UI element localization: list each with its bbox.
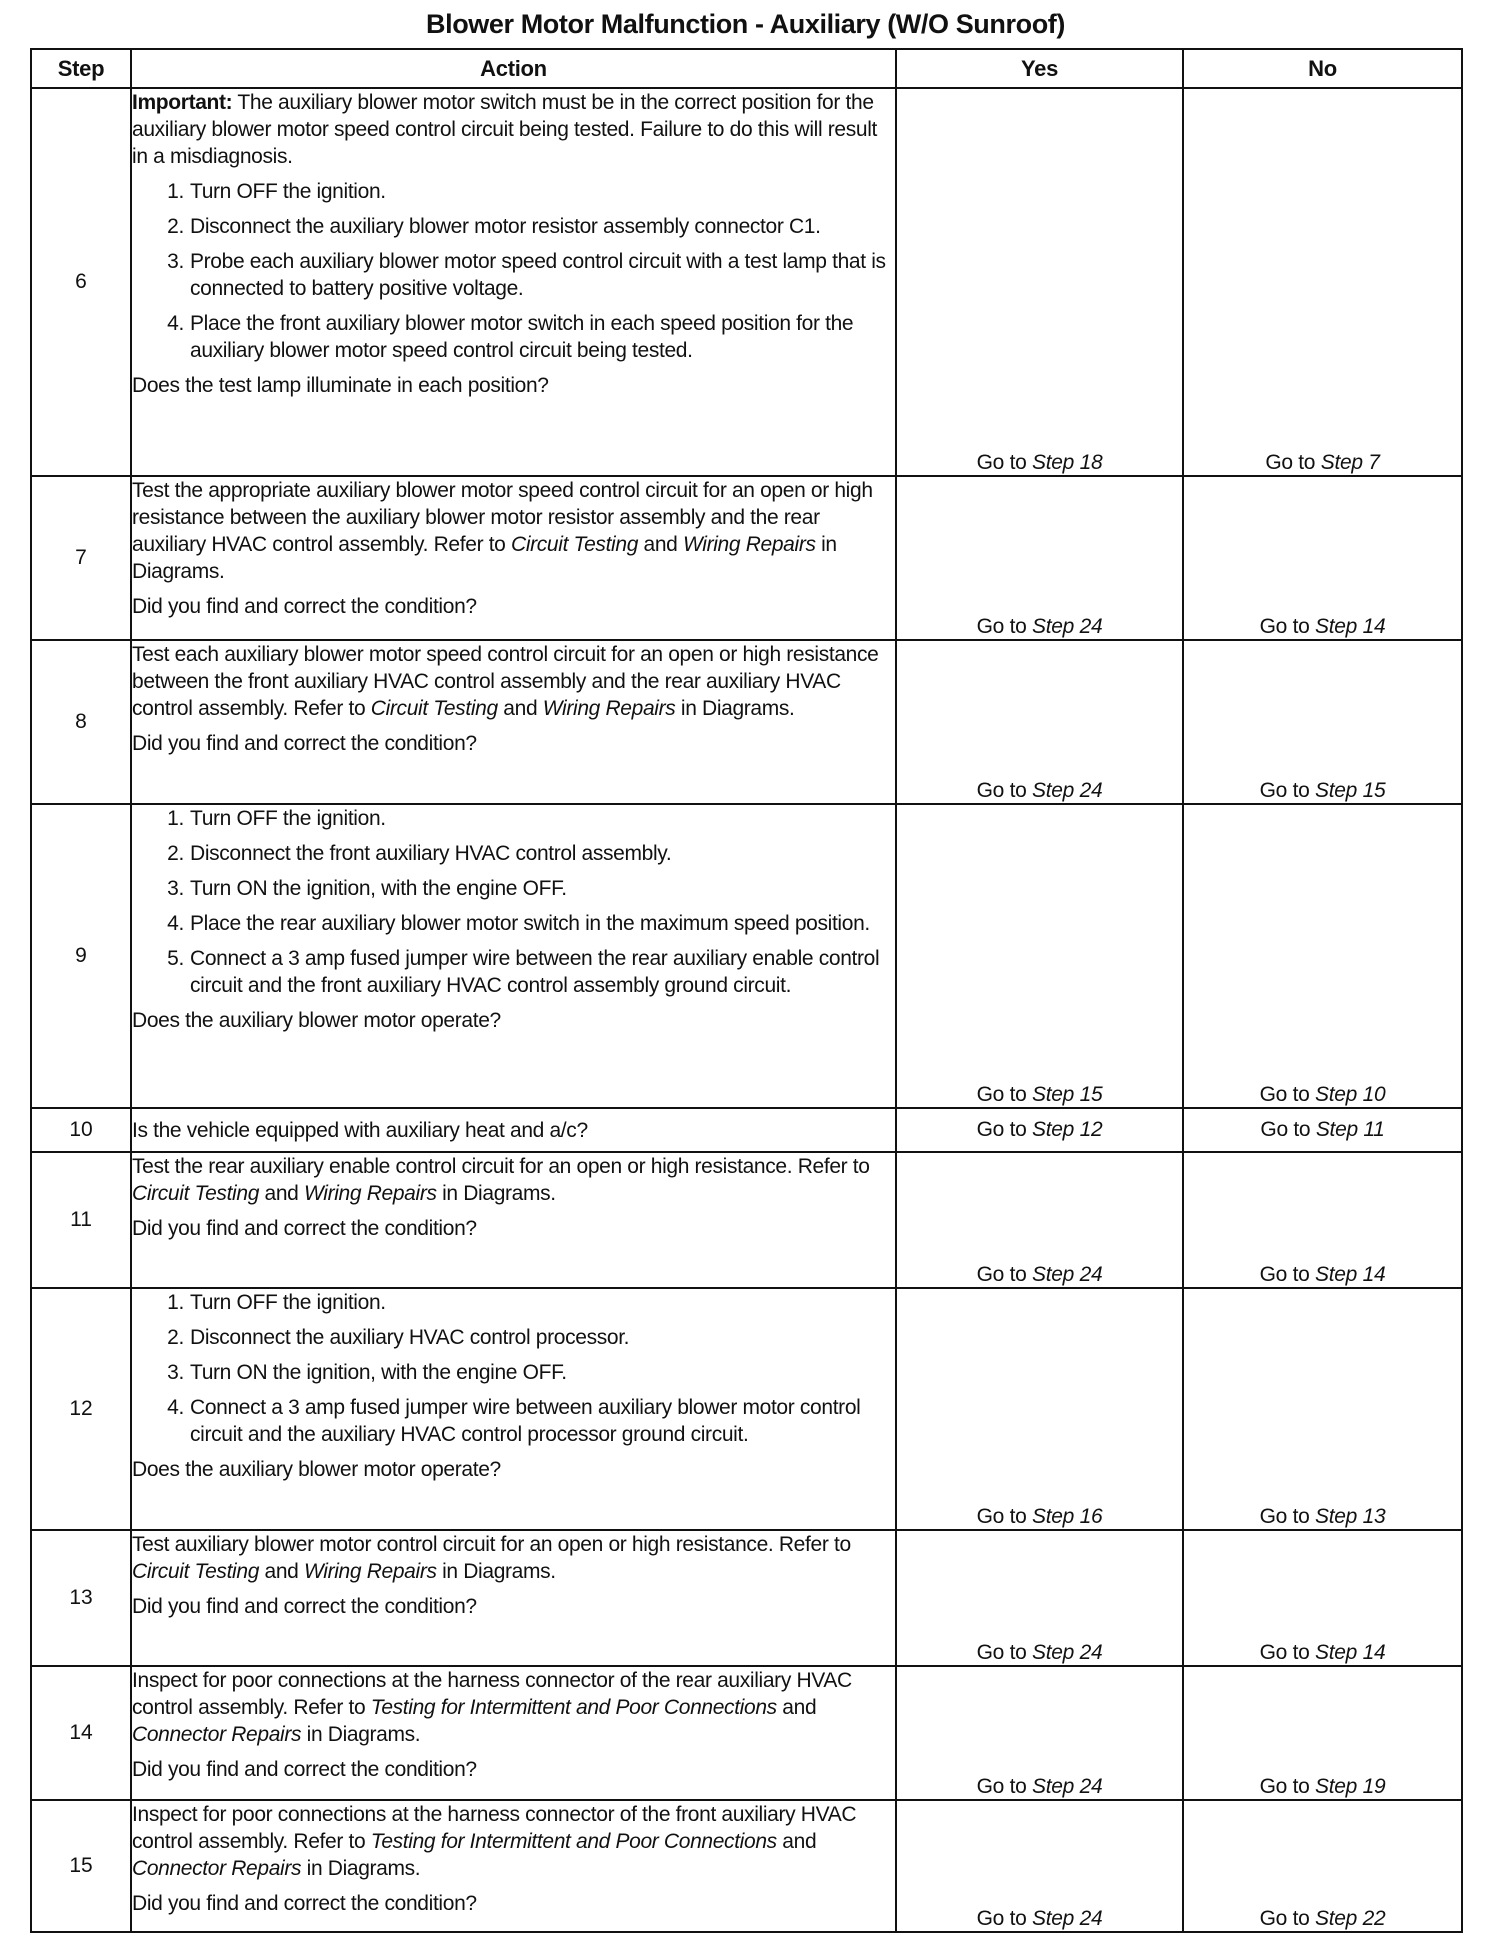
action-text: and <box>776 1696 817 1719</box>
no-goto-cell[interactable] <box>1183 1152 1462 1288</box>
step-index: 2. <box>167 215 184 238</box>
no-goto-cell[interactable] <box>1183 88 1462 476</box>
action-description <box>132 641 895 722</box>
table-header-row <box>31 49 1462 88</box>
action-description <box>132 1801 895 1882</box>
no-goto-cell[interactable] <box>1183 1108 1462 1152</box>
goto-prefix: Go to <box>976 1641 1033 1664</box>
step-index: 3. <box>167 250 184 273</box>
action-text: in Diagrams. <box>436 1560 556 1583</box>
action-description <box>132 1531 895 1585</box>
goto-prefix: Go to <box>976 1083 1033 1106</box>
table-row <box>31 1666 1462 1800</box>
diagnostic-question: Does the test lamp illuminate in each position? <box>132 374 549 397</box>
action-text: in Diagrams. <box>301 1857 421 1880</box>
action-cell <box>131 804 896 1108</box>
diagnostic-question: Did you find and correct the condition? <box>132 595 477 618</box>
procedure-step <box>156 875 895 902</box>
action-text: in Diagrams. <box>436 1182 556 1205</box>
action-description <box>132 89 895 170</box>
goto-prefix: Go to <box>976 1263 1033 1286</box>
procedure-steps <box>132 1289 895 1448</box>
reference-title: Connector Repairs <box>132 1723 302 1746</box>
action-text: Inspect for poor connections at the harness connector of the rear auxiliary HVAC control assembly. Refer to <box>132 1669 852 1719</box>
step-number: 15 <box>31 1800 131 1932</box>
yes-goto-cell[interactable] <box>896 1288 1183 1530</box>
diagnostic-table <box>30 48 1463 1933</box>
goto-prefix: Go to <box>1259 1083 1316 1106</box>
step-text: Turn OFF the ignition. <box>190 807 386 830</box>
procedure-step <box>156 945 895 999</box>
goto-prefix: Go to <box>1259 1907 1316 1930</box>
action-cell <box>131 1288 896 1530</box>
no-goto-cell[interactable] <box>1183 640 1462 804</box>
goto-step-link[interactable]: Step 12 <box>1032 1118 1103 1141</box>
step-number: 6 <box>31 88 131 476</box>
action-cell <box>131 1152 896 1288</box>
diagnostic-question: Is the vehicle equipped with auxiliary heat and a/c? <box>132 1118 588 1142</box>
no-goto-cell[interactable] <box>1183 1288 1462 1530</box>
yes-goto-cell[interactable] <box>896 640 1183 804</box>
action-cell <box>131 1666 896 1800</box>
table-row <box>31 804 1462 1108</box>
goto-prefix: Go to <box>1260 1118 1316 1141</box>
goto-step-link[interactable]: Step 16 <box>1032 1505 1103 1528</box>
goto-step-link[interactable]: Step 13 <box>1315 1505 1386 1528</box>
table-row <box>31 1108 1462 1152</box>
reference-title: Testing for Intermittent and Poor Connections <box>370 1696 777 1719</box>
yes-goto-cell[interactable] <box>896 1530 1183 1666</box>
reference-title: Connector Repairs <box>132 1857 302 1880</box>
action-text: in Diagrams. <box>301 1723 421 1746</box>
goto-prefix: Go to <box>976 1505 1033 1528</box>
table-row <box>31 88 1462 476</box>
table-row <box>31 640 1462 804</box>
procedure-step <box>156 1359 895 1386</box>
goto-step-link[interactable]: Step 24 <box>1032 779 1103 802</box>
action-text: and <box>497 697 543 720</box>
action-text: and <box>259 1182 304 1205</box>
table-row <box>31 1800 1462 1932</box>
step-index: 4. <box>167 912 184 935</box>
action-text: in Diagrams. <box>132 533 837 583</box>
diagnostic-question: Did you find and correct the condition? <box>132 1217 477 1240</box>
reference-title: Circuit Testing <box>132 1560 260 1583</box>
action-description <box>132 477 895 585</box>
goto-step-link[interactable]: Step 24 <box>1032 615 1103 638</box>
goto-prefix: Go to <box>1265 451 1321 474</box>
diagnostic-question: Did you find and correct the condition? <box>132 1892 477 1915</box>
diagnostic-question: Does the auxiliary blower motor operate? <box>132 1458 501 1481</box>
reference-title: Wiring Repairs <box>542 697 676 720</box>
goto-step-link[interactable]: Step 14 <box>1315 1641 1386 1664</box>
goto-prefix: Go to <box>1259 1775 1316 1798</box>
action-cell <box>131 88 896 476</box>
no-goto-cell[interactable] <box>1183 476 1462 640</box>
step-index: 4. <box>167 1396 184 1419</box>
goto-prefix: Go to <box>1259 779 1316 802</box>
reference-title: Circuit Testing <box>511 533 639 556</box>
step-number: 12 <box>31 1288 131 1530</box>
diagnostic-question: Did you find and correct the condition? <box>132 1758 477 1781</box>
yes-goto-cell[interactable] <box>896 1666 1183 1800</box>
step-text: Connect a 3 amp fused jumper wire between auxiliary blower motor control circuit and the auxiliary HVAC control processor ground circuit. <box>190 1396 861 1446</box>
no-goto-cell[interactable] <box>1183 1666 1462 1800</box>
goto-step-link[interactable]: Step 11 <box>1315 1118 1385 1141</box>
step-text: Connect a 3 amp fused jumper wire between the rear auxiliary enable control circuit and the front auxiliary HVAC control assembly ground circuit. <box>190 947 880 997</box>
action-text: The auxiliary blower motor switch must be in the correct position for the auxiliary blower motor speed control circuit being tested. Failure to do this will result in a misdiagnosis. <box>132 91 878 168</box>
step-number: 13 <box>31 1530 131 1666</box>
step-index: 3. <box>167 1361 184 1384</box>
procedure-step <box>156 248 895 302</box>
goto-step-link[interactable]: Step 24 <box>1032 1641 1103 1664</box>
yes-goto-cell[interactable] <box>896 476 1183 640</box>
goto-step-link[interactable]: Step 7 <box>1320 451 1380 474</box>
yes-goto-cell[interactable] <box>896 1152 1183 1288</box>
action-text: and <box>259 1560 304 1583</box>
goto-prefix: Go to <box>976 1907 1033 1930</box>
step-number: 7 <box>31 476 131 640</box>
goto-prefix: Go to <box>976 779 1033 802</box>
procedure-step <box>156 805 895 832</box>
table-row <box>31 476 1462 640</box>
goto-prefix: Go to <box>1259 1641 1316 1664</box>
reference-title: Circuit Testing <box>370 697 498 720</box>
column-header-no: No <box>1183 49 1462 88</box>
action-text: in Diagrams. <box>675 697 795 720</box>
procedure-steps <box>132 805 895 999</box>
procedure-step <box>156 1289 895 1316</box>
action-cell <box>131 1108 896 1152</box>
important-label: Important: <box>132 91 233 114</box>
step-index: 1. <box>167 1291 184 1314</box>
action-description <box>132 1153 895 1207</box>
goto-step-link[interactable]: Step 24 <box>1032 1263 1103 1286</box>
step-text: Disconnect the front auxiliary HVAC control assembly. <box>190 842 672 865</box>
reference-title: Testing for Intermittent and Poor Connections <box>370 1830 777 1853</box>
action-text: Test the rear auxiliary enable control circuit for an open or high resistance. Refer to <box>132 1155 870 1178</box>
goto-prefix: Go to <box>976 451 1033 474</box>
yes-goto-cell[interactable] <box>896 804 1183 1108</box>
diagnostic-question: Did you find and correct the condition? <box>132 732 477 755</box>
procedure-step <box>156 910 895 937</box>
action-cell <box>131 1800 896 1932</box>
goto-step-link[interactable]: Step 14 <box>1315 1263 1386 1286</box>
no-goto-cell[interactable] <box>1183 1800 1462 1932</box>
step-text: Disconnect the auxiliary blower motor resistor assembly connector C1. <box>190 215 821 238</box>
yes-goto-cell[interactable] <box>896 88 1183 476</box>
step-index: 3. <box>167 877 184 900</box>
procedure-step <box>156 213 895 240</box>
procedure-step <box>156 310 895 364</box>
step-number: 14 <box>31 1666 131 1800</box>
column-header-yes: Yes <box>896 49 1183 88</box>
step-number: 11 <box>31 1152 131 1288</box>
column-header-step: Step <box>31 49 131 88</box>
action-text: Inspect for poor connections at the harness connector of the front auxiliary HVAC control assembly. Refer to <box>132 1803 857 1853</box>
action-cell <box>131 640 896 804</box>
goto-step-link[interactable]: Step 18 <box>1032 451 1103 474</box>
page-title: Blower Motor Malfunction - Auxiliary (W/O Sunroof) <box>426 9 1065 39</box>
table-row <box>31 1152 1462 1288</box>
step-text: Turn OFF the ignition. <box>190 1291 386 1314</box>
step-index: 2. <box>167 842 184 865</box>
procedure-step <box>156 1394 895 1448</box>
goto-step-link[interactable]: Step 15 <box>1032 1083 1103 1106</box>
column-header-action: Action <box>131 49 896 88</box>
step-text: Turn OFF the ignition. <box>190 180 386 203</box>
action-text: Test the appropriate auxiliary blower motor speed control circuit for an open or high resistance between the auxiliary blower motor resistor assembly and the rear auxiliary HVAC control assembly. Refer to <box>132 479 873 556</box>
step-text: Turn ON the ignition, with the engine OFF. <box>190 1361 567 1384</box>
yes-goto-cell[interactable] <box>896 1800 1183 1932</box>
goto-prefix: Go to <box>976 1775 1033 1798</box>
goto-step-link[interactable]: Step 19 <box>1315 1775 1386 1798</box>
reference-title: Circuit Testing <box>132 1182 260 1205</box>
diagnostic-question: Does the auxiliary blower motor operate? <box>132 1009 501 1032</box>
step-number: 9 <box>31 804 131 1108</box>
step-text: Disconnect the auxiliary HVAC control processor. <box>190 1326 630 1349</box>
diagnostic-question: Did you find and correct the condition? <box>132 1595 477 1618</box>
goto-step-link[interactable]: Step 24 <box>1032 1907 1103 1930</box>
step-text: Turn ON the ignition, with the engine OFF. <box>190 877 567 900</box>
action-description <box>132 1667 895 1748</box>
step-text: Probe each auxiliary blower motor speed control circuit with a test lamp that is connected to battery positive voltage. <box>190 250 886 300</box>
table-row <box>31 1530 1462 1666</box>
action-text: and <box>776 1830 817 1853</box>
goto-prefix: Go to <box>976 1118 1033 1141</box>
reference-title: Wiring Repairs <box>304 1182 437 1205</box>
procedure-step <box>156 1324 895 1351</box>
goto-step-link[interactable]: Step 10 <box>1315 1083 1386 1106</box>
goto-prefix: Go to <box>1259 615 1316 638</box>
goto-step-link[interactable]: Step 22 <box>1315 1907 1386 1930</box>
action-text: Test auxiliary blower motor control circuit for an open or high resistance. Refer to <box>132 1533 851 1556</box>
step-index: 5. <box>167 947 184 970</box>
action-cell <box>131 476 896 640</box>
procedure-steps <box>132 178 895 364</box>
reference-title: Wiring Repairs <box>304 1560 437 1583</box>
step-index: 4. <box>167 312 184 335</box>
table-row <box>31 1288 1462 1530</box>
step-text: Place the rear auxiliary blower motor switch in the maximum speed position. <box>190 912 870 935</box>
goto-step-link[interactable]: Step 14 <box>1315 615 1386 638</box>
procedure-step <box>156 840 895 867</box>
no-goto-cell[interactable] <box>1183 1530 1462 1666</box>
goto-prefix: Go to <box>1259 1505 1316 1528</box>
goto-step-link[interactable]: Step 24 <box>1032 1775 1103 1798</box>
action-text: Test each auxiliary blower motor speed control circuit for an open or high resistance between the front auxiliary HVAC control assembly and the rear auxiliary HVAC control assembly. Refer to <box>132 643 879 720</box>
procedure-step <box>156 178 895 205</box>
goto-step-link[interactable]: Step 15 <box>1315 779 1386 802</box>
reference-title: Wiring Repairs <box>683 533 816 556</box>
step-number: 10 <box>31 1108 131 1152</box>
step-index: 1. <box>167 807 184 830</box>
no-goto-cell[interactable] <box>1183 804 1462 1108</box>
yes-goto-cell[interactable] <box>896 1108 1183 1152</box>
action-cell <box>131 1530 896 1666</box>
goto-prefix: Go to <box>1259 1263 1316 1286</box>
step-index: 2. <box>167 1326 184 1349</box>
step-index: 1. <box>167 180 184 203</box>
action-text: and <box>638 533 683 556</box>
step-number: 8 <box>31 640 131 804</box>
goto-prefix: Go to <box>976 615 1033 638</box>
step-text: Place the front auxiliary blower motor switch in each speed position for the auxiliary blower motor speed control circuit being tested. <box>190 312 854 362</box>
